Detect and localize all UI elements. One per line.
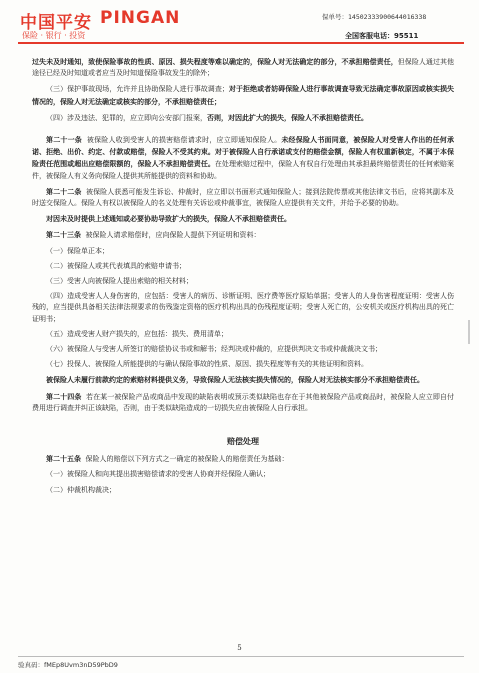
list-item: （六）被保险人与受害人所签订的赔偿协议书或和解书；经判决或仲裁的，应提供判决文书或仲裁裁决文书；	[46, 345, 382, 354]
footer-divider	[18, 656, 464, 657]
list-item: （三）受害人向被保险人提出索赔的相关材料；	[46, 277, 193, 286]
article-24: 第二十四条 若在某一被保险产品或商品中发现的缺陷表明或预示类似缺陷也存在于其他被保险产品或商品时，被保险人应立即自付费用进行调查并纠正该缺陷，否则，由于类似缺陷造成的一切损失应由被保险人自行承担。	[32, 391, 455, 412]
paragraph-continuation: 过失未及时通知，致使保险事故的性质、原因、损失程度等难以确定的，保险人对无法确定的部分，不承担赔偿责任，但保险人通过其他途径已经及时知道或者应当及时知道保险事故发生的除外；	[32, 57, 455, 78]
customer-hotline: 全国客服电话：95511	[345, 32, 419, 40]
policy-number: 保单号：14502333900644016338	[322, 13, 427, 21]
pingan-logo-english: PINGAN	[100, 8, 181, 28]
section-title: 赔偿处理	[227, 436, 259, 447]
document-body	[32, 56, 454, 500]
article-22: 第二十二条 被保险人获悉可能发生诉讼、仲裁时，应立即以书面形式通知保险人；接到法院传票或其他法律文书后，应将其副本及时送交保险人。保险人有权以被保险人的名义处理有关诉讼或仲裁事宜，被保险人应提供有关文件，并给予必要的协助。	[32, 186, 455, 208]
pingan-logo-chinese: 中国平安	[20, 13, 92, 33]
binding-mark	[468, 320, 470, 344]
article-25: 第二十五条 保险人的赔偿以下列方式之一确定的被保险人的赔偿责任为基础：	[46, 454, 289, 464]
paragraph-clause-4: （四）涉及违法、犯罪的，应立即向公安部门报案，否则，对因此扩大的损失，保险人不承担赔偿责任。	[46, 112, 368, 122]
article-23-liability: 被保险人未履行前款约定的索赔材料提供义务，导致保险人无法核实损失情况的，保险人对无法核实部分不承担赔偿责任。	[46, 375, 424, 385]
list-item: （四）造成受害人人身伤害的，应包括：受害人的病历、诊断证明、医疗费等医疗原始单据；受害人的人身伤害程度证明：受害人伤残的，应当提供具备相关法律法规要求的伤残鉴定资格的医疗机构出具的伤残程度证明；受害人死亡的，公安机关或医疗机构出具的死亡证明书；	[32, 292, 454, 323]
article-22-liability: 对因未及时提供上述通知或必要协助导致扩大的损失，保险人不承担赔偿责任。	[46, 214, 291, 224]
article-23: 第二十三条 被保险人请求赔偿时，应向保险人提供下列证明和资料：	[46, 230, 261, 240]
list-item: （五）造成受害人财产损失的，应包括：损失、费用清单；	[46, 329, 228, 338]
verification-code: 验真码：fMEp8Uvm3nD59PbD9	[18, 661, 118, 669]
article-21: 第二十一条 被保险人收到受害人的损害赔偿请求时，应立即通知保险人。未经保险人书面同意，被保险人对受害人作出的任何承诺、拒绝、出价、约定、付款或赔偿，保险人不受其约束。对于被保险人自行承诺或支付的赔偿金额，保险人有权重新核定，不属于本保险责任范围或超出应赔偿限额的，保险人不承担赔偿责任。在处理索赔过程中，保险人有权自行处理由其承担最终赔偿责任的任何索赔案件，被保险人有义务向保险人提供其所能提供的资料和协助。	[32, 135, 455, 180]
list-item: （二）被保险人或其代表填具的索赔申请书；	[46, 261, 186, 270]
list-item: （一）被保险人和向其提出损害赔偿请求的受害人协商并经保险人确认；	[46, 470, 270, 479]
list-item: （七）投保人、被保险人所能提供的与确认保险事故的性质、原因、损失程度等有关的其他证明和资料。	[46, 360, 368, 369]
logo-tagline: 保险 · 银行 · 投资	[22, 31, 86, 40]
page-number: 5	[237, 644, 242, 652]
list-item: （一）保险单正本；	[46, 246, 109, 255]
paragraph-clause-3: （三）保护事故现场，允许并且协助保险人进行事故调查；对于拒绝或者妨碍保险人进行事故调查导致无法确定事故原因或核实损失情况的，保险人对无法确定或核实的部分，不承担赔偿责任；	[32, 84, 455, 106]
document-header	[0, 0, 479, 44]
list-item: （二）仲裁机构裁决；	[46, 485, 116, 494]
header-divider	[18, 42, 464, 44]
